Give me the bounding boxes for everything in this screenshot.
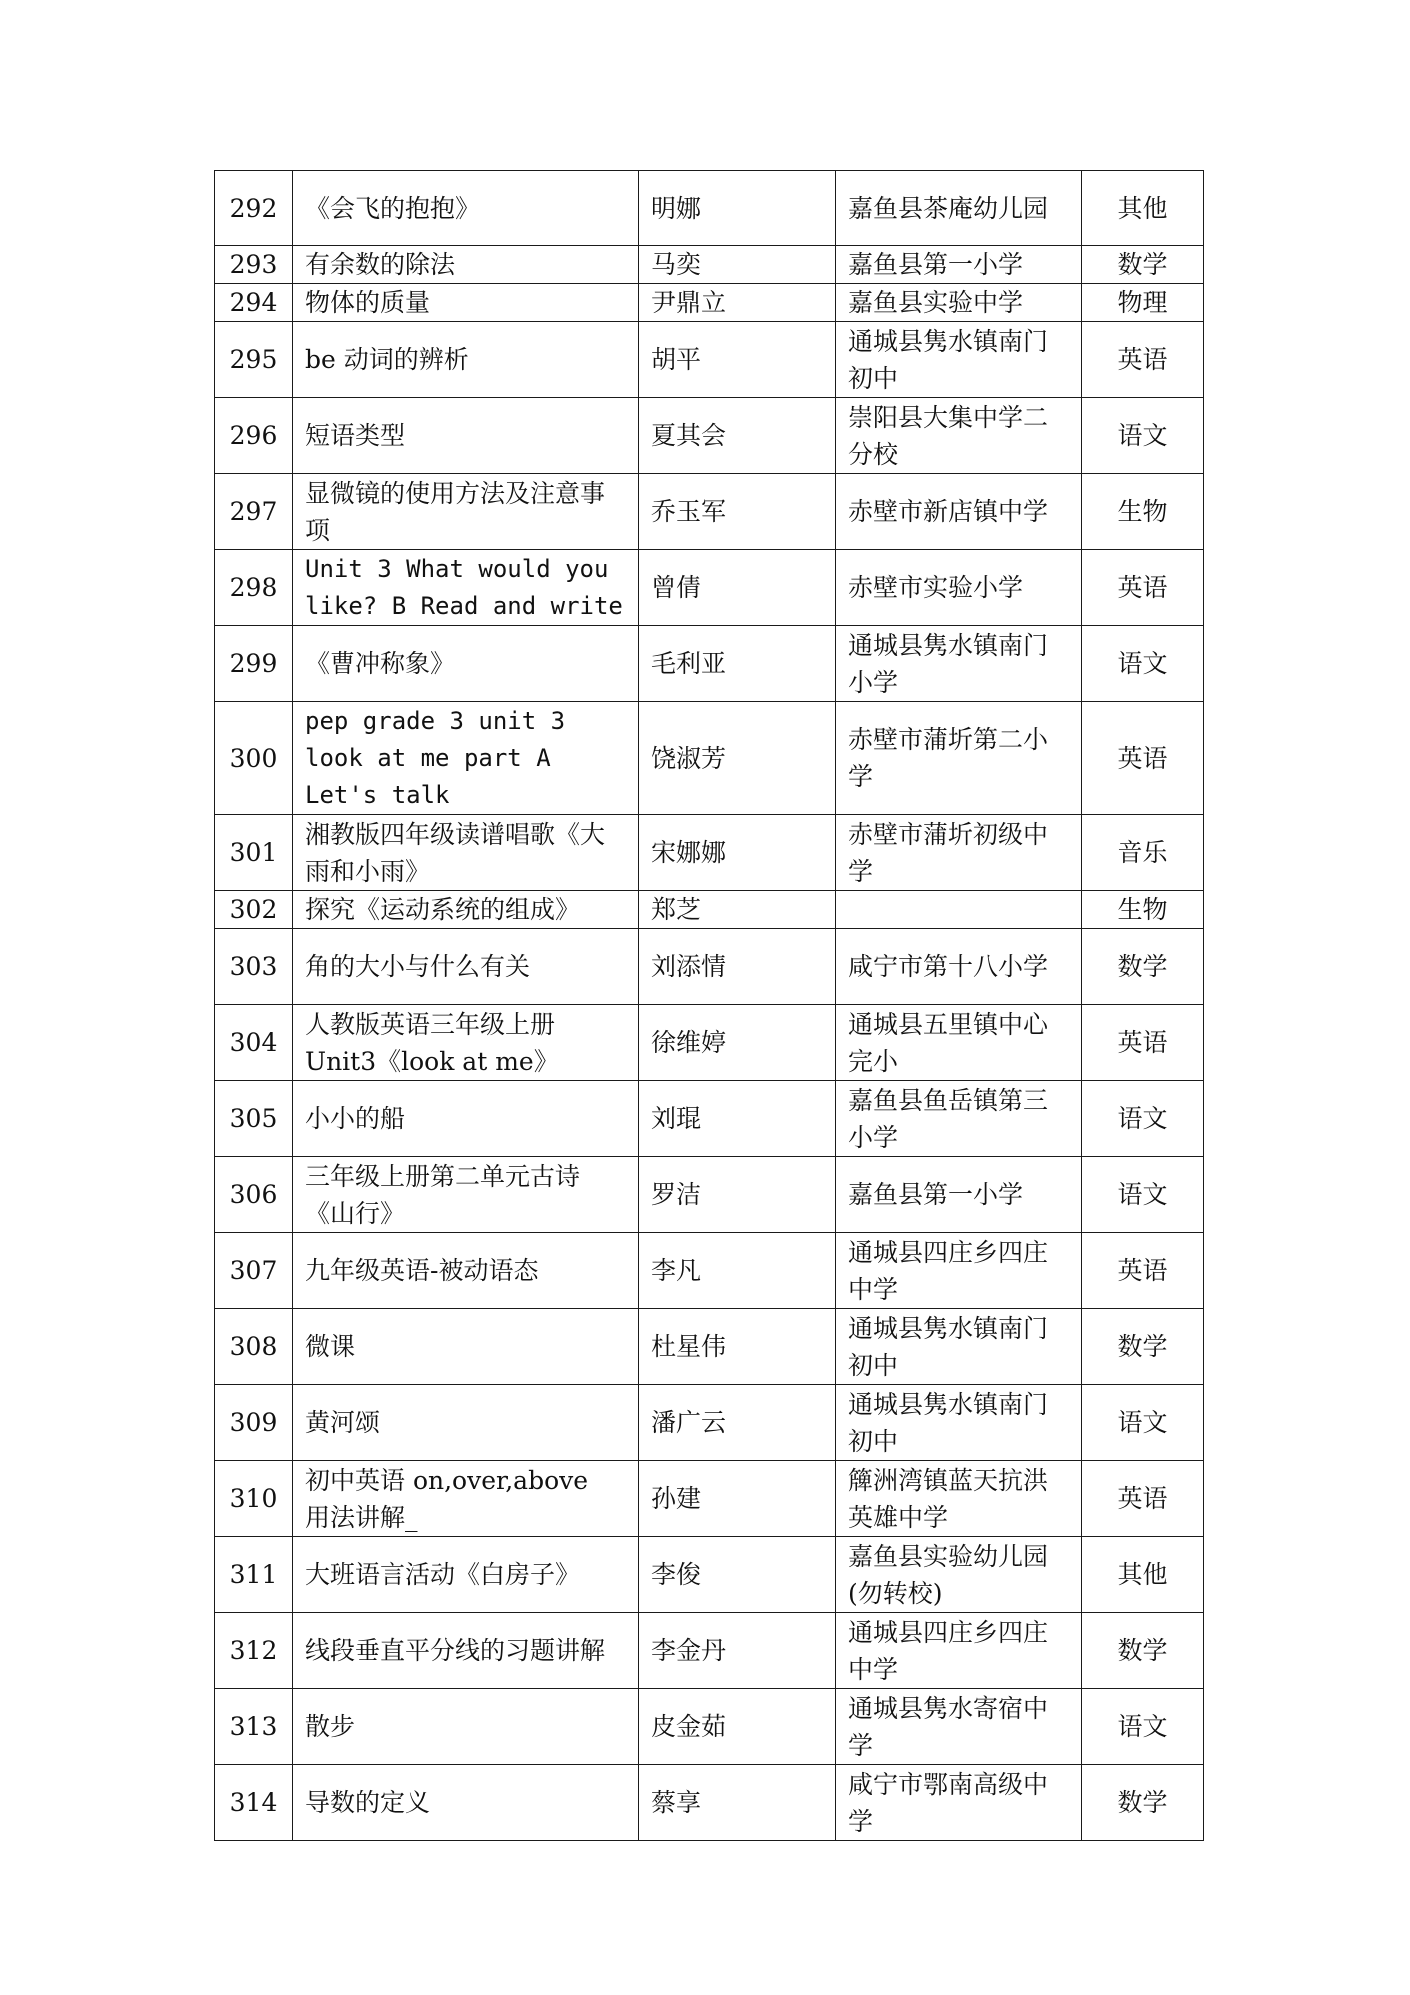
teacher-name: 夏其会 [639,398,836,474]
row-number: 313 [215,1689,293,1765]
course-table [214,170,1204,1841]
course-title: 导数的定义 [293,1765,639,1841]
subject: 数学 [1082,1613,1204,1689]
teacher-name: 蔡享 [639,1765,836,1841]
course-title: Unit 3 What would you like? B Read and write [293,550,639,626]
school-name: 通城县五里镇中心完小 [836,1005,1082,1081]
teacher-name: 马奕 [639,246,836,284]
row-number: 305 [215,1081,293,1157]
school-name: 通城县隽水寄宿中学 [836,1689,1082,1765]
table-row [215,1765,1204,1841]
subject: 生物 [1082,474,1204,550]
teacher-name: 皮金茹 [639,1689,836,1765]
school-name: 赤壁市新店镇中学 [836,474,1082,550]
teacher-name: 李凡 [639,1233,836,1309]
course-title-text: 初中英语 on,over,above 用法讲解_ [305,1465,589,1532]
row-number: 296 [215,398,293,474]
subject: 其他 [1082,1537,1204,1613]
table-row [215,284,1204,322]
course-title: 有余数的除法 [293,246,639,284]
subject: 语文 [1082,1157,1204,1233]
row-number: 301 [215,815,293,891]
teacher-name: 胡平 [639,322,836,398]
table-row [215,891,1204,929]
table-row [215,1537,1204,1613]
table-row [215,815,1204,891]
course-title: 黄河颂 [293,1385,639,1461]
table-row [215,1689,1204,1765]
subject: 英语 [1082,550,1204,626]
subject: 语文 [1082,1081,1204,1157]
course-title [293,1005,639,1081]
course-title: 湘教版四年级读谱唱歌《大雨和小雨》 [293,815,639,891]
row-number: 292 [215,171,293,246]
course-title: 物体的质量 [293,284,639,322]
row-number: 309 [215,1385,293,1461]
subject: 生物 [1082,891,1204,929]
school-name: 嘉鱼县第一小学 [836,246,1082,284]
subject: 语文 [1082,1385,1204,1461]
table-row [215,322,1204,398]
row-number: 303 [215,929,293,1005]
course-title: 微课 [293,1309,639,1385]
subject: 其他 [1082,171,1204,246]
school-name [836,891,1082,929]
table-row [215,550,1204,626]
school-name: 通城县隽水镇南门初中 [836,1385,1082,1461]
subject: 音乐 [1082,815,1204,891]
table-row [215,246,1204,284]
school-name: 赤壁市实验小学 [836,550,1082,626]
teacher-name: 刘琨 [639,1081,836,1157]
row-number: 295 [215,322,293,398]
table-row [215,626,1204,702]
course-title [293,1461,639,1537]
school-name: 嘉鱼县茶庵幼儿园 [836,171,1082,246]
row-number: 312 [215,1613,293,1689]
row-number: 294 [215,284,293,322]
row-number: 308 [215,1309,293,1385]
subject: 语文 [1082,1689,1204,1765]
row-number: 302 [215,891,293,929]
table-row [215,398,1204,474]
subject: 英语 [1082,1461,1204,1537]
table-row [215,1613,1204,1689]
row-number: 297 [215,474,293,550]
table-row [215,1233,1204,1309]
teacher-name: 饶淑芳 [639,702,836,815]
subject: 数学 [1082,246,1204,284]
row-number: 299 [215,626,293,702]
teacher-name: 罗洁 [639,1157,836,1233]
subject: 英语 [1082,1005,1204,1081]
row-number: 293 [215,246,293,284]
table-row [215,1385,1204,1461]
teacher-name: 李金丹 [639,1613,836,1689]
teacher-name: 明娜 [639,171,836,246]
school-name: 通城县隽水镇南门初中 [836,1309,1082,1385]
table-row [215,929,1204,1005]
school-name: 嘉鱼县实验幼儿园(勿转校) [836,1537,1082,1613]
table-row [215,1157,1204,1233]
subject: 英语 [1082,702,1204,815]
course-title: 《曹冲称象》 [293,626,639,702]
subject: 数学 [1082,1765,1204,1841]
subject: 英语 [1082,1233,1204,1309]
school-name: 赤壁市蒲圻第二小学 [836,702,1082,815]
school-name: 通城县四庄乡四庄中学 [836,1233,1082,1309]
course-title: 探究《运动系统的组成》 [293,891,639,929]
table-row [215,474,1204,550]
school-name: 通城县隽水镇南门初中 [836,322,1082,398]
course-title: 线段垂直平分线的习题讲解 [293,1613,639,1689]
school-name: 簰洲湾镇蓝天抗洪英雄中学 [836,1461,1082,1537]
table-row [215,702,1204,815]
teacher-name: 郑芝 [639,891,836,929]
course-title: 大班语言活动《白房子》 [293,1537,639,1613]
row-number: 300 [215,702,293,815]
school-name: 咸宁市第十八小学 [836,929,1082,1005]
course-title: 《会飞的抱抱》 [293,171,639,246]
teacher-name: 宋娜娜 [639,815,836,891]
teacher-name: 毛利亚 [639,626,836,702]
subject: 英语 [1082,322,1204,398]
school-name: 通城县隽水镇南门小学 [836,626,1082,702]
row-number: 304 [215,1005,293,1081]
teacher-name: 曾倩 [639,550,836,626]
teacher-name: 刘添情 [639,929,836,1005]
subject: 语文 [1082,398,1204,474]
teacher-name: 徐维婷 [639,1005,836,1081]
row-number: 314 [215,1765,293,1841]
table-row [215,171,1204,246]
row-number: 311 [215,1537,293,1613]
teacher-name: 乔玉军 [639,474,836,550]
school-name: 嘉鱼县实验中学 [836,284,1082,322]
course-title: 显微镜的使用方法及注意事项 [293,474,639,550]
subject: 数学 [1082,929,1204,1005]
course-title: 角的大小与什么有关 [293,929,639,1005]
teacher-name: 潘广云 [639,1385,836,1461]
course-title: 散步 [293,1689,639,1765]
course-title [293,702,639,815]
subject: 数学 [1082,1309,1204,1385]
school-name: 咸宁市鄂南高级中学 [836,1765,1082,1841]
subject: 语文 [1082,626,1204,702]
table-row [215,1309,1204,1385]
school-name: 崇阳县大集中学二分校 [836,398,1082,474]
subject: 物理 [1082,284,1204,322]
course-table-body [215,171,1204,1841]
table-row [215,1005,1204,1081]
course-title: 三年级上册第二单元古诗《山行》 [293,1157,639,1233]
teacher-name: 杜星伟 [639,1309,836,1385]
school-name: 嘉鱼县第一小学 [836,1157,1082,1233]
school-name: 嘉鱼县鱼岳镇第三小学 [836,1081,1082,1157]
course-title-text: 人教版英语三年级上册 Unit3《look at me》 [305,1009,559,1076]
course-title: 小小的船 [293,1081,639,1157]
row-number: 306 [215,1157,293,1233]
teacher-name: 尹鼎立 [639,284,836,322]
row-number: 307 [215,1233,293,1309]
teacher-name: 李俊 [639,1537,836,1613]
school-name: 赤壁市蒲圻初级中学 [836,815,1082,891]
table-row [215,1081,1204,1157]
course-title-text: pep grade 3 unit 3 look at me part A Let's talk [305,706,566,809]
teacher-name: 孙建 [639,1461,836,1537]
row-number: 298 [215,550,293,626]
course-title: be 动词的辨析 [293,322,639,398]
course-title: 九年级英语-被动语态 [293,1233,639,1309]
row-number: 310 [215,1461,293,1537]
school-name: 通城县四庄乡四庄中学 [836,1613,1082,1689]
course-title: 短语类型 [293,398,639,474]
table-row [215,1461,1204,1537]
